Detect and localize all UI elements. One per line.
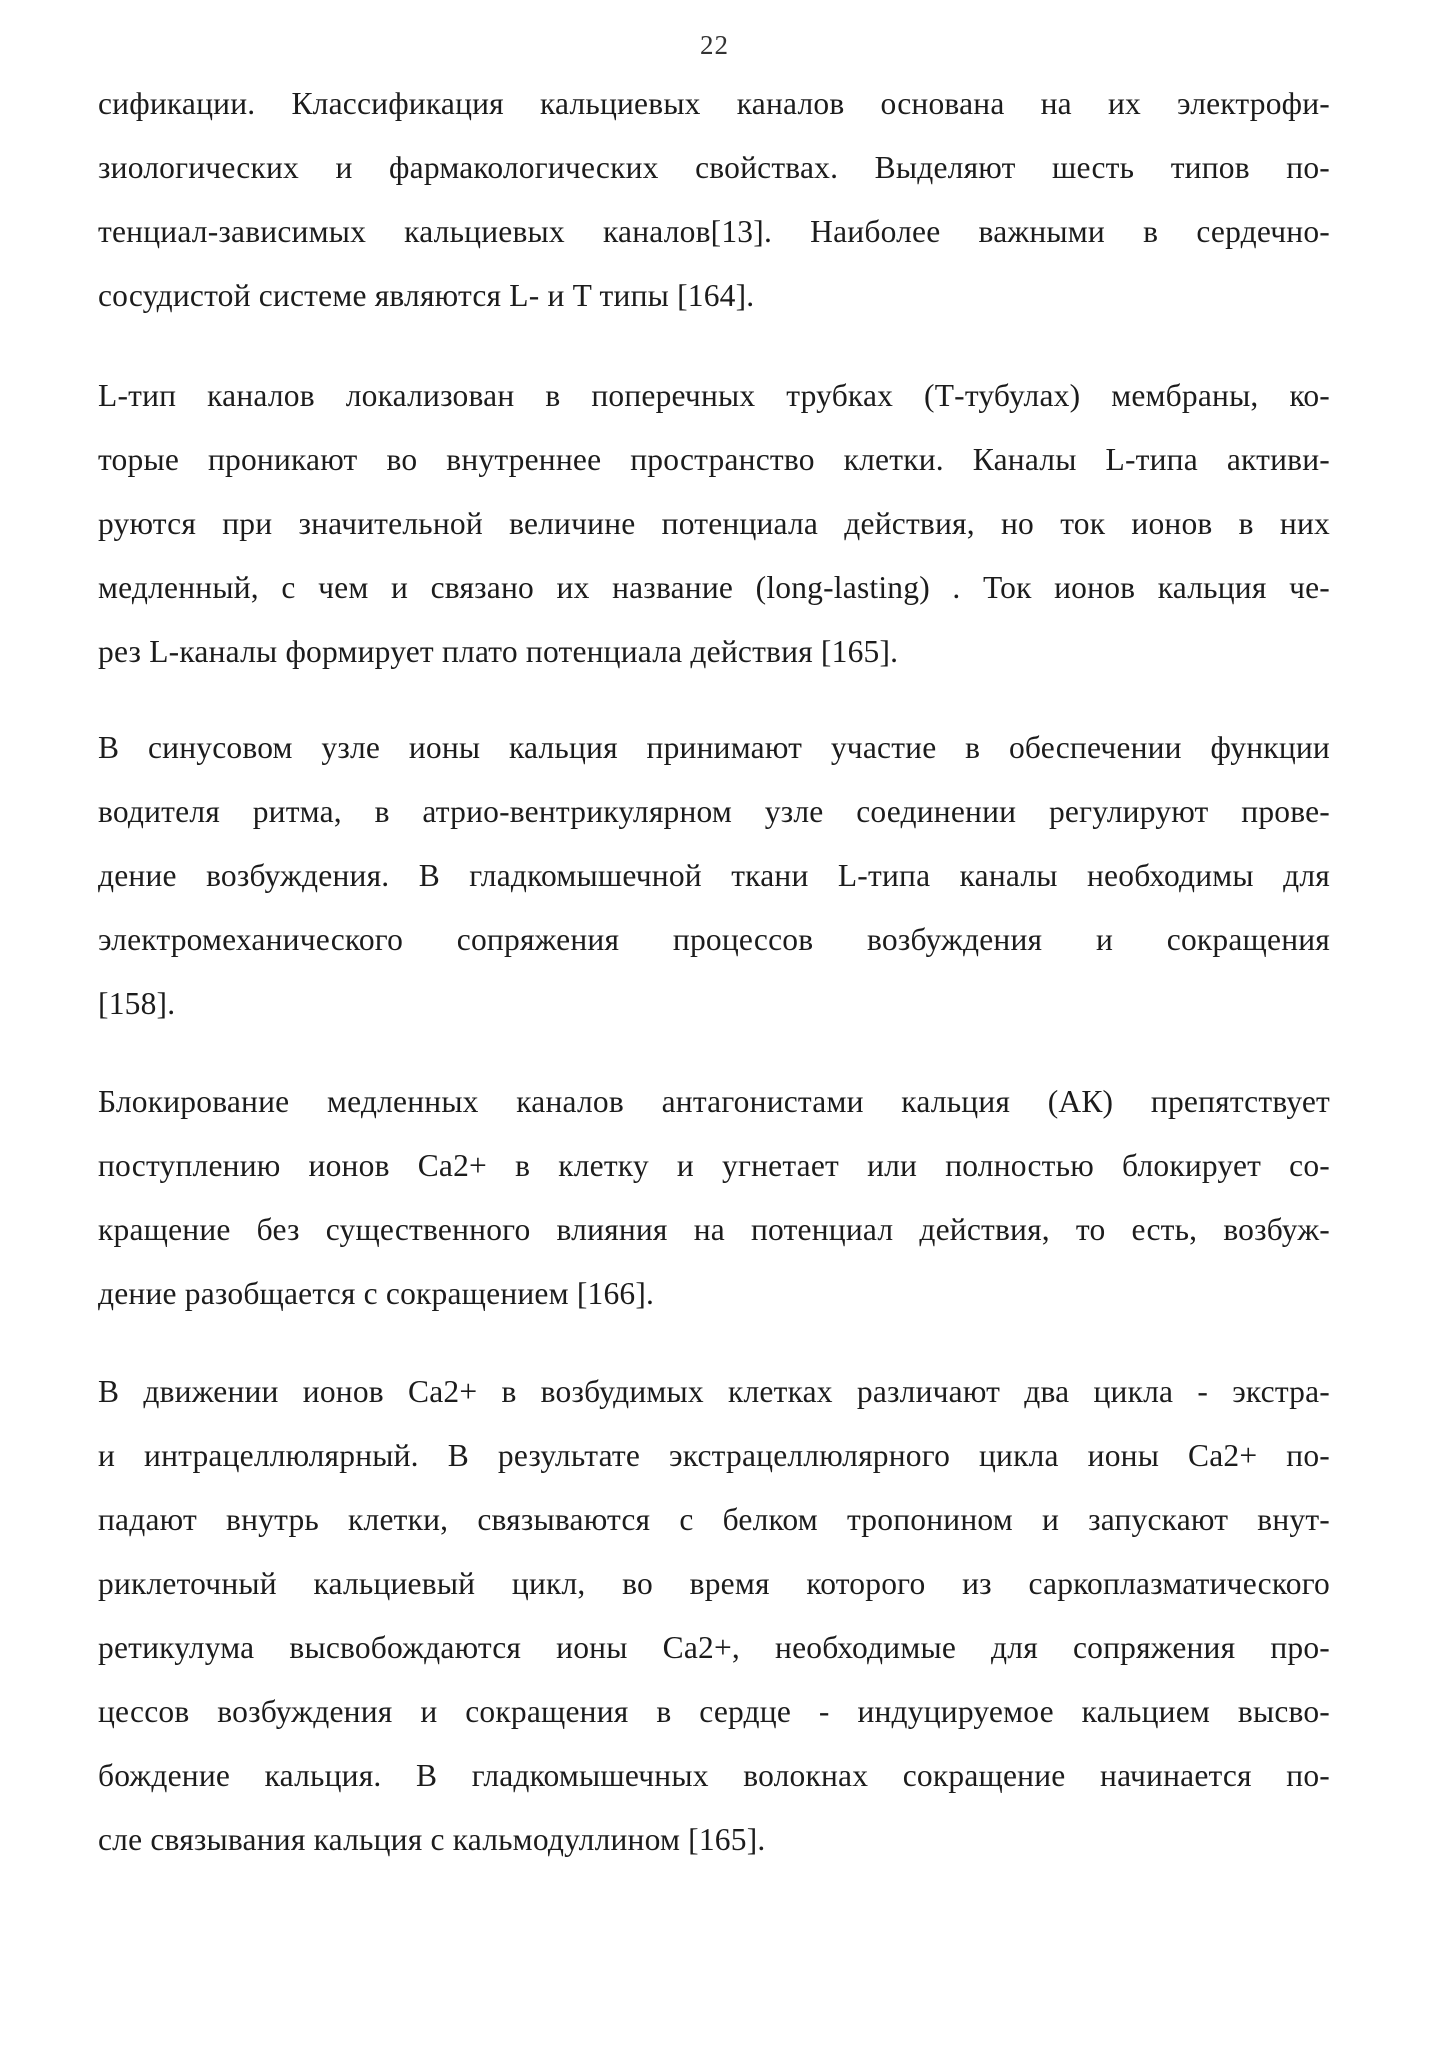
paragraph-1 bbox=[98, 72, 1330, 328]
text-line: дение разобщается с сокращением [166]. bbox=[98, 1276, 655, 1311]
text-line: [158]. bbox=[98, 986, 176, 1021]
text-line: В синусовом узле ионы кальция принимают участие в обеспечении функции bbox=[98, 730, 1330, 765]
paragraph-5 bbox=[98, 1360, 1330, 1872]
text-line: водителя ритма, в атрио-вентрикулярном узле соединении регулируют прове- bbox=[98, 794, 1330, 829]
paragraph-2 bbox=[98, 364, 1330, 684]
text-line: Блокирование медленных каналов антагонистами кальция (АК) препятствует bbox=[98, 1084, 1330, 1119]
text-line: и интрацеллюлярный. В результате экстрацеллюлярного цикла ионы Са2+ по- bbox=[98, 1438, 1330, 1473]
text-line: медленный, с чем и связано их название (long-lasting) . Ток ионов кальция че- bbox=[98, 570, 1330, 605]
text-line: падают внутрь клетки, связываются с белком тропонином и запускают внут- bbox=[98, 1502, 1330, 1537]
text-line: зиологических и фармакологических свойствах. Выделяют шесть типов по- bbox=[98, 150, 1330, 185]
text-line: поступлению ионов Са2+ в клетку и угнетает или полностью блокирует со- bbox=[98, 1148, 1330, 1183]
text-line: цессов возбуждения и сокращения в сердце - индуцируемое кальцием высво- bbox=[98, 1694, 1330, 1729]
text-line: сосудистой системе являются L- и T типы [164]. bbox=[98, 278, 755, 313]
paragraph-3 bbox=[98, 716, 1330, 1036]
page-number: 22 bbox=[700, 30, 729, 60]
text-line: L-тип каналов локализован в поперечных трубках (Т-тубулах) мембраны, ко- bbox=[98, 378, 1330, 413]
text-line: кращение без существенного влияния на потенциал действия, то есть, возбуж- bbox=[98, 1212, 1330, 1247]
text-line: дение возбуждения. В гладкомышечной ткани L-типа каналы необходимы для bbox=[98, 858, 1330, 893]
text-line: руются при значительной величине потенциала действия, но ток ионов в них bbox=[98, 506, 1330, 541]
text-line: сле связывания кальция с кальмодуллином [165]. bbox=[98, 1822, 766, 1857]
text-line: бождение кальция. В гладкомышечных волокнах сокращение начинается по- bbox=[98, 1758, 1330, 1793]
text-line: тенциал-зависимых кальциевых каналов[13]. Наиболее важными в сердечно- bbox=[98, 214, 1330, 249]
text-line: риклеточный кальциевый цикл, во время которого из саркоплазматического bbox=[98, 1566, 1330, 1601]
text-line: рез L-каналы формирует плато потенциала действия [165]. bbox=[98, 634, 899, 669]
text-line: электромеханического сопряжения процессов возбуждения и сокращения bbox=[98, 922, 1330, 957]
text-line: ретикулума высвобождаются ионы Са2+, необходимые для сопряжения про- bbox=[98, 1630, 1330, 1665]
text-line: сификации. Классификация кальциевых каналов основана на их электрофи- bbox=[98, 86, 1330, 121]
text-line: В движении ионов Са2+ в возбудимых клетках различают два цикла - экстра- bbox=[98, 1374, 1330, 1409]
text-line: торые проникают во внутреннее пространство клетки. Каналы L-типа активи- bbox=[98, 442, 1330, 477]
paragraph-4 bbox=[98, 1070, 1330, 1326]
